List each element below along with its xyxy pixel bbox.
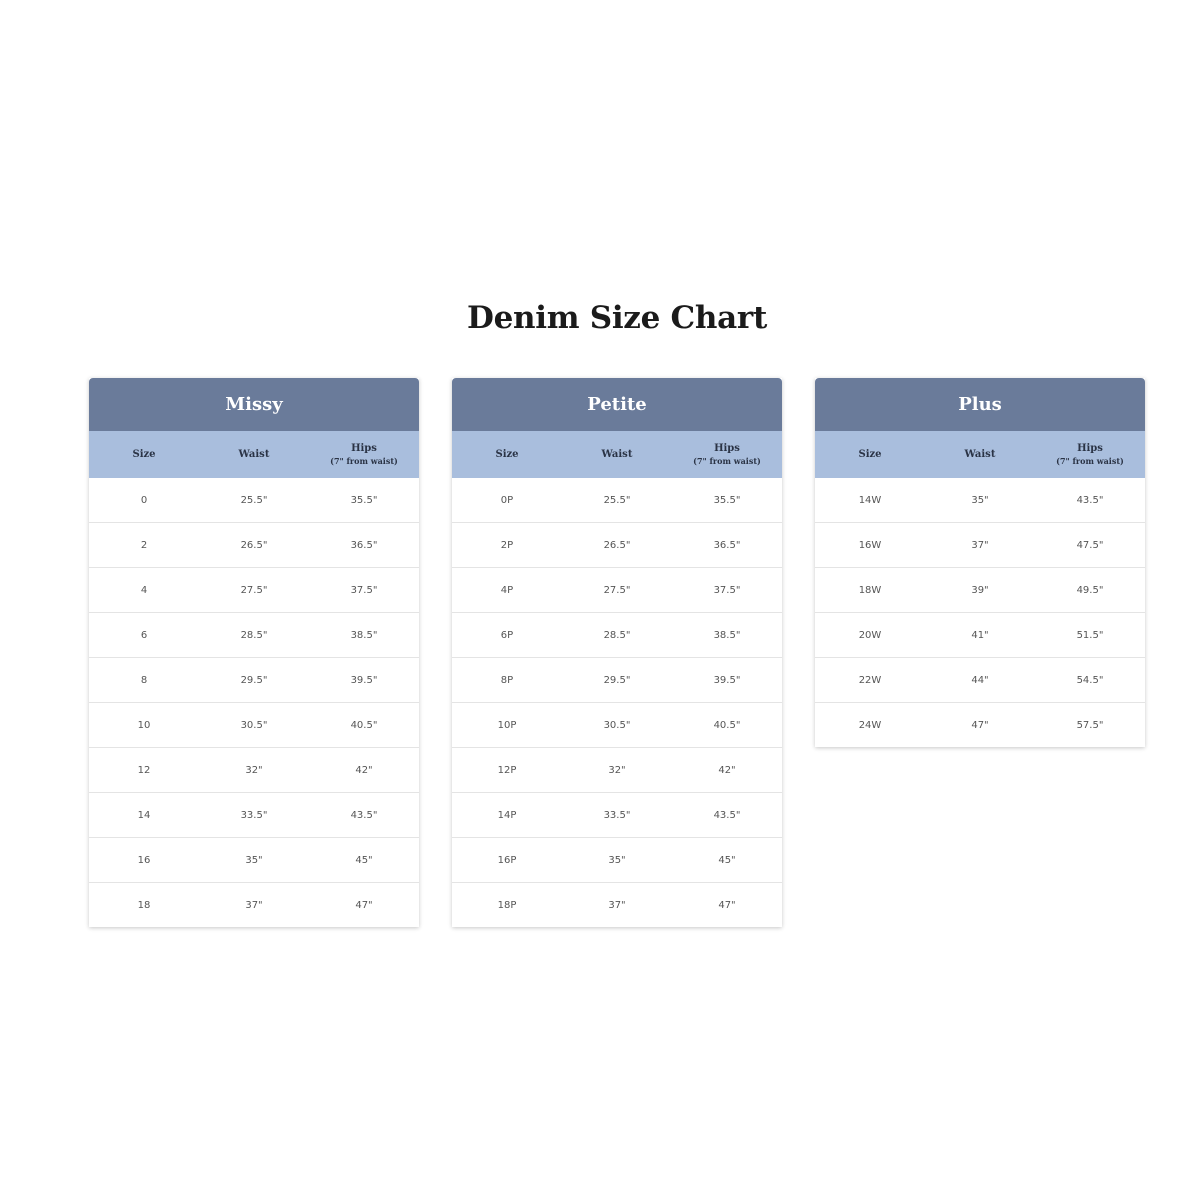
cell-waist: 37" [608, 899, 626, 911]
table-row [89, 747, 419, 792]
table-body [452, 478, 782, 927]
column-header-hips [309, 443, 419, 467]
cell-hips: 36.5" [713, 539, 741, 551]
cell-waist: 37" [971, 539, 989, 551]
table-row [89, 522, 419, 567]
column-header-hips-label: Hips [714, 442, 740, 454]
cell-size: 16W [858, 539, 882, 551]
column-header-row [452, 431, 782, 478]
cell-size: 0P [500, 494, 514, 506]
cell-waist: 30.5" [240, 719, 268, 731]
cell-hips: 45" [718, 854, 736, 866]
table-row [89, 702, 419, 747]
table-row [452, 882, 782, 927]
cell-waist: 25.5" [603, 494, 631, 506]
table-row [452, 478, 782, 522]
cell-size: 8 [140, 674, 148, 686]
table-row [815, 567, 1145, 612]
cell-size: 16 [137, 854, 151, 866]
cell-hips: 42" [355, 764, 373, 776]
column-header-size: Size [858, 448, 882, 460]
column-header-hips-note: (7" from waist) [1056, 455, 1124, 466]
table-row [89, 882, 419, 927]
cell-hips: 42" [718, 764, 736, 776]
cell-size: 12 [137, 764, 151, 776]
cell-size: 16P [497, 854, 517, 866]
table-row [452, 837, 782, 882]
table-row [452, 747, 782, 792]
cell-size: 6 [140, 629, 148, 641]
cell-waist: 27.5" [240, 584, 268, 596]
cell-hips: 39.5" [713, 674, 741, 686]
table-row [452, 657, 782, 702]
cell-hips: 37.5" [350, 584, 378, 596]
cell-hips: 36.5" [350, 539, 378, 551]
cell-size: 2 [140, 539, 148, 551]
cell-hips: 35.5" [713, 494, 741, 506]
size-table-plus [815, 378, 1145, 747]
cell-hips: 57.5" [1076, 719, 1104, 731]
cell-hips: 40.5" [713, 719, 741, 731]
cell-hips: 37.5" [713, 584, 741, 596]
cell-waist: 29.5" [603, 674, 631, 686]
page-title: Denim Size Chart [467, 300, 767, 336]
cell-hips: 39.5" [350, 674, 378, 686]
cell-size: 4P [500, 584, 514, 596]
cell-waist: 26.5" [603, 539, 631, 551]
cell-hips: 51.5" [1076, 629, 1104, 641]
column-header-hips [672, 443, 782, 467]
cell-size: 14W [858, 494, 882, 506]
table-row [815, 478, 1145, 522]
cell-size: 10 [137, 719, 151, 731]
cell-waist: 28.5" [603, 629, 631, 641]
cell-size: 8P [500, 674, 514, 686]
cell-hips: 43.5" [350, 809, 378, 821]
cell-hips: 47" [718, 899, 736, 911]
table-row [89, 792, 419, 837]
column-header-size: Size [495, 448, 519, 460]
table-body [89, 478, 419, 927]
cell-hips: 54.5" [1076, 674, 1104, 686]
cell-hips: 43.5" [1076, 494, 1104, 506]
column-header-size: Size [132, 448, 156, 460]
table-row [815, 702, 1145, 747]
table-row [452, 702, 782, 747]
table-row [452, 567, 782, 612]
table-row [815, 612, 1145, 657]
cell-hips: 35.5" [350, 494, 378, 506]
table-row [452, 522, 782, 567]
cell-hips: 47.5" [1076, 539, 1104, 551]
column-header-hips-note: (7" from waist) [330, 455, 398, 466]
table-row [452, 792, 782, 837]
cell-hips: 49.5" [1076, 584, 1104, 596]
cell-size: 2P [500, 539, 514, 551]
cell-size: 14 [137, 809, 151, 821]
cell-waist: 30.5" [603, 719, 631, 731]
cell-size: 20W [858, 629, 882, 641]
cell-hips: 43.5" [713, 809, 741, 821]
cell-waist: 33.5" [603, 809, 631, 821]
table-row [452, 612, 782, 657]
cell-hips: 40.5" [350, 719, 378, 731]
table-body [815, 478, 1145, 747]
table-row [89, 478, 419, 522]
cell-size: 12P [497, 764, 517, 776]
column-header-row [89, 431, 419, 478]
table-row [815, 657, 1145, 702]
cell-hips: 38.5" [713, 629, 741, 641]
column-header-hips-note: (7" from waist) [693, 455, 761, 466]
cell-waist: 33.5" [240, 809, 268, 821]
cell-waist: 25.5" [240, 494, 268, 506]
cell-waist: 35" [971, 494, 989, 506]
table-row [89, 612, 419, 657]
cell-waist: 28.5" [240, 629, 268, 641]
cell-hips: 38.5" [350, 629, 378, 641]
table-row [815, 522, 1145, 567]
table-title: Petite [452, 378, 782, 431]
table-title: Plus [815, 378, 1145, 431]
cell-size: 0 [140, 494, 148, 506]
cell-waist: 35" [245, 854, 263, 866]
cell-waist: 39" [971, 584, 989, 596]
table-row [89, 837, 419, 882]
cell-waist: 32" [608, 764, 626, 776]
column-header-hips-label: Hips [351, 442, 377, 454]
table-row [89, 657, 419, 702]
cell-waist: 41" [971, 629, 989, 641]
cell-hips: 45" [355, 854, 373, 866]
table-title: Missy [89, 378, 419, 431]
column-header-hips-label: Hips [1077, 442, 1103, 454]
cell-size: 10P [497, 719, 517, 731]
cell-size: 22W [858, 674, 882, 686]
table-row [89, 567, 419, 612]
cell-size: 18W [858, 584, 882, 596]
cell-waist: 29.5" [240, 674, 268, 686]
column-header-waist: Waist [238, 448, 270, 460]
cell-waist: 47" [971, 719, 989, 731]
column-header-waist: Waist [964, 448, 996, 460]
cell-size: 18 [137, 899, 151, 911]
cell-size: 24W [858, 719, 882, 731]
cell-size: 18P [497, 899, 517, 911]
cell-waist: 26.5" [240, 539, 268, 551]
cell-hips: 47" [355, 899, 373, 911]
size-table-missy [89, 378, 419, 927]
cell-waist: 35" [608, 854, 626, 866]
cell-waist: 37" [245, 899, 263, 911]
column-header-hips [1035, 443, 1145, 467]
size-table-petite [452, 378, 782, 927]
cell-waist: 27.5" [603, 584, 631, 596]
column-header-row [815, 431, 1145, 478]
cell-size: 14P [497, 809, 517, 821]
column-header-waist: Waist [601, 448, 633, 460]
cell-size: 4 [140, 584, 148, 596]
cell-size: 6P [500, 629, 514, 641]
cell-waist: 32" [245, 764, 263, 776]
cell-waist: 44" [971, 674, 989, 686]
